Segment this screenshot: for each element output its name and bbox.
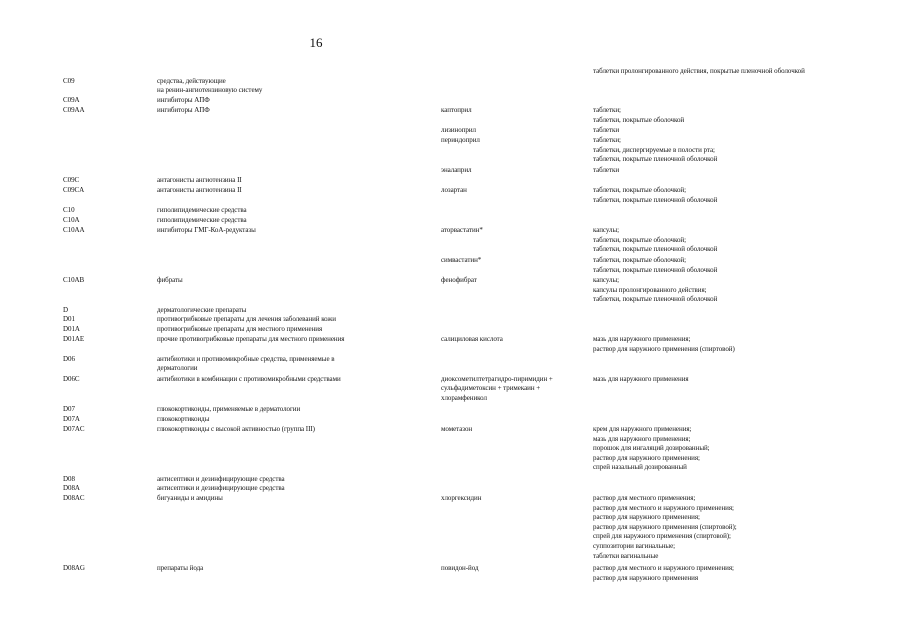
atc-code: D06 [63, 355, 75, 363]
dosage-form: таблетки вагинальные [593, 552, 659, 560]
dosage-form: таблетки пролонгированного действия, покрытые пленочной оболочкой [593, 67, 805, 75]
drug-name: сульфадиметоксин + тримекаин + [441, 384, 541, 392]
atc-code: C10A [63, 216, 80, 224]
dosage-form: крем для наружного применения; [593, 425, 692, 433]
dosage-form: капсулы; [593, 276, 620, 284]
dosage-form: суппозитории вагинальные; [593, 542, 676, 550]
atc-group-name: дерматологии [157, 364, 198, 372]
dosage-form: мазь для наружного применения; [593, 435, 691, 443]
dosage-form: раствор для наружного применения [593, 574, 698, 582]
atc-group-name: глюкокортикоиды [157, 415, 210, 423]
drug-name: аторвастатин* [441, 226, 483, 234]
dosage-form: раствор для наружного применения (спиртовой) [593, 345, 735, 353]
atc-code: D07 [63, 405, 75, 413]
atc-code: D07AC [63, 425, 85, 433]
atc-code: C09A [63, 96, 80, 104]
drug-name: мометазон [441, 425, 473, 433]
atc-code: C09CA [63, 186, 85, 194]
atc-group-name: средства, действующие [157, 77, 226, 85]
drug-name: лозартан [441, 186, 467, 194]
atc-group-name: ингибиторы ГМГ-КоА-редуктазы [157, 226, 256, 234]
dosage-form: мазь для наружного применения; [593, 335, 691, 343]
drug-name: диоксометилтетрагидро-пиримидин + [441, 375, 553, 383]
drug-name: каптоприл [441, 106, 472, 114]
dosage-form: раствор для местного применения; [593, 494, 696, 502]
atc-group-name: бигуаниды и амидины [157, 494, 223, 502]
atc-code: C10 [63, 206, 75, 214]
drug-name: фенофибрат [441, 276, 477, 284]
drug-name: эналаприл [441, 166, 472, 174]
atc-group-name: антагонисты ангиотензина II [157, 176, 242, 184]
atc-group-name: препараты йода [157, 564, 204, 572]
atc-group-name: антибиотики и противомикробные средства, применяемые в [157, 355, 335, 363]
dosage-form: порошок для ингаляций дозированный; [593, 444, 710, 452]
atc-group-name: антагонисты ангиотензина II [157, 186, 242, 194]
dosage-form: спрей назальный дозированный [593, 463, 687, 471]
dosage-form: таблетки [593, 166, 620, 174]
atc-group-name: противогрибковые препараты для лечения заболеваний кожи [157, 315, 336, 323]
atc-group-name: на ренин-ангиотензиновую систему [157, 86, 263, 94]
drug-name: хлоргексидин [441, 494, 482, 502]
dosage-form: мазь для наружного применения [593, 375, 689, 383]
atc-group-name: гиполипидемические средства [157, 216, 247, 224]
atc-code: D08AC [63, 494, 85, 502]
atc-code: C10AA [63, 226, 85, 234]
drug-name: хлорамфеникол [441, 394, 487, 402]
atc-group-name: гиполипидемические средства [157, 206, 247, 214]
atc-code: D07A [63, 415, 80, 423]
atc-group-name: глюкокортикоиды с высокой активностью (группа III) [157, 425, 315, 433]
atc-code: C09AA [63, 106, 85, 114]
atc-group-name: противогрибковые препараты для местного применения [157, 325, 323, 333]
drug-name: повидон-йод [441, 564, 479, 572]
atc-group-name: антибиотики в комбинации с противомикробными средствами [157, 375, 341, 383]
dosage-form: раствор для наружного применения (спиртовой); [593, 523, 737, 531]
atc-code: C09C [63, 176, 80, 184]
atc-group-name: антисептики и дезинфицирующие средства [157, 484, 285, 492]
dosage-form: раствор для наружного применения; [593, 454, 700, 462]
atc-code: D08A [63, 484, 80, 492]
atc-group-name: прочие противогрибковые препараты для местного применения [157, 335, 345, 343]
atc-code: D [63, 306, 69, 314]
dosage-form: капсулы пролонгированного действия; [593, 286, 707, 294]
drug-name: салициловая кислота [441, 335, 503, 343]
atc-code: C10AB [63, 276, 85, 284]
dosage-form: таблетки [593, 126, 620, 134]
dosage-form: таблетки, диспергируемые в полости рта; [593, 146, 715, 154]
atc-group-name: глюкокортикоиды, применяемые в дерматологии [157, 405, 301, 413]
dosage-form: раствор для наружного применения; [593, 513, 700, 521]
atc-group-name: антисептики и дезинфицирующие средства [157, 475, 285, 483]
drug-name: лизиноприл [441, 126, 476, 134]
drug-name: симвастатин* [441, 256, 482, 264]
drug-name: периндоприл [441, 136, 480, 144]
atc-code: D01A [63, 325, 80, 333]
atc-code: D01 [63, 315, 75, 323]
dosage-form: таблетки, покрытые пленочной оболочкой [593, 245, 718, 253]
dosage-form: спрей для наружного применения (спиртовой); [593, 532, 731, 540]
dosage-form: таблетки, покрытые оболочкой; [593, 256, 687, 264]
dosage-form: раствор для местного и наружного применения; [593, 564, 734, 572]
dosage-form: таблетки; [593, 136, 621, 144]
dosage-form: таблетки; [593, 106, 621, 114]
page-number: 16 [309, 35, 323, 50]
atc-code: D08 [63, 475, 75, 483]
dosage-form: таблетки, покрытые пленочной оболочкой [593, 295, 718, 303]
atc-code: D01AE [63, 335, 85, 343]
dosage-form: таблетки, покрытые оболочкой; [593, 186, 687, 194]
dosage-form: капсулы; [593, 226, 620, 234]
dosage-form: таблетки, покрытые оболочкой [593, 116, 685, 124]
atc-group-name: дерматологические препараты [157, 306, 247, 314]
dosage-form: таблетки, покрытые пленочной оболочкой [593, 196, 718, 204]
atc-group-name: фибраты [157, 276, 183, 284]
dosage-form: раствор для местного и наружного применения; [593, 504, 734, 512]
atc-group-name: ингибиторы АПФ [157, 106, 210, 114]
dosage-form: таблетки, покрытые пленочной оболочкой [593, 266, 718, 274]
atc-code: D06C [63, 375, 80, 383]
atc-code: D08AG [63, 564, 85, 572]
dosage-form: таблетки, покрытые пленочной оболочкой [593, 155, 718, 163]
atc-code: C09 [63, 77, 75, 85]
dosage-form: таблетки, покрытые оболочкой; [593, 236, 687, 244]
atc-group-name: ингибиторы АПФ [157, 96, 210, 104]
